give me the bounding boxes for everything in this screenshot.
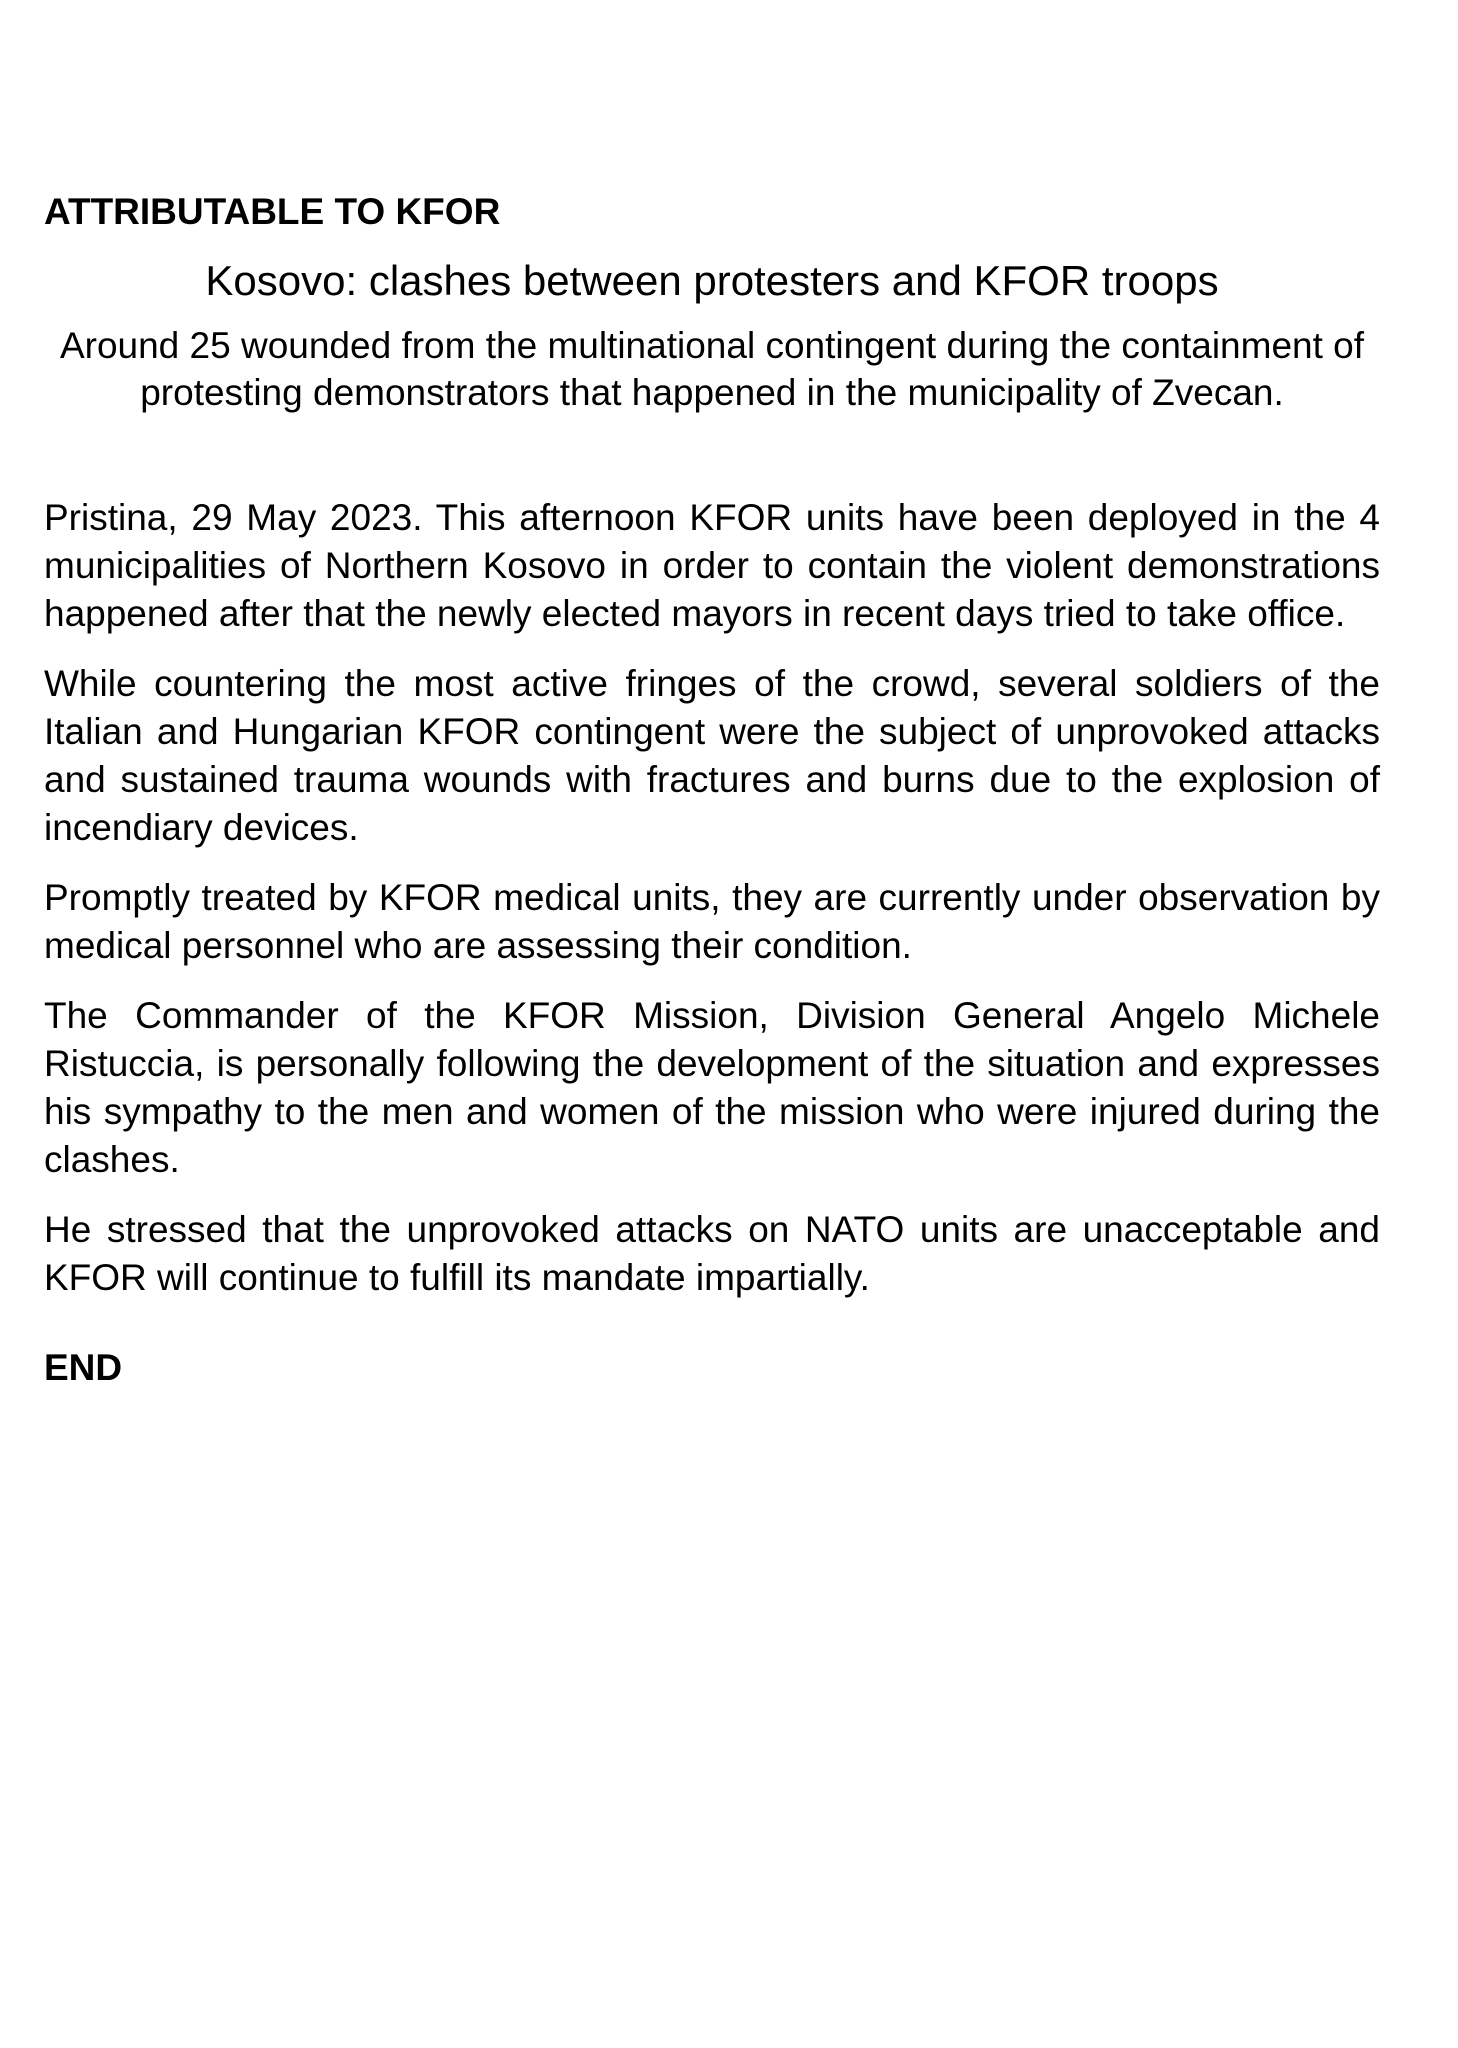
paragraph-statement: He stressed that the unprovoked attacks on NATO units are unacceptable and KFOR will continue to fulfill its mandate impartially.	[44, 1209, 1380, 1298]
paragraph-incident: While countering the most active fringes of the crowd, several soldiers of the Italian and Hungarian KFOR contingent were the subject of unprovoked attacks and sustained trauma wounds with fractures and burns due to the explosion of incendiary devices.	[44, 663, 1380, 848]
press-release	[44, 190, 1380, 1390]
body-text	[44, 494, 1380, 1302]
end-marker: END	[44, 1347, 123, 1388]
subheadline: Around 25 wounded from the multinational contingent during the containment of protesting demonstrators that happened in the municipality of Zvecan.	[59, 325, 1365, 413]
attribution-label: ATTRIBUTABLE TO KFOR	[44, 191, 501, 232]
paragraph-commander: The Commander of the KFOR Mission, Division General Angelo Michele Ristuccia, is personally following the development of the situation and expresses his sympathy to the men and women of the mission who were injured during the clashes.	[44, 995, 1380, 1180]
headline: Kosovo: clashes between protesters and KFOR troops	[205, 257, 1219, 304]
paragraph-dateline: Pristina, 29 May 2023. This afternoon KFOR units have been deployed in the 4 municipalities of Northern Kosovo in order to contain the violent demonstrations happened after that the newly elected mayors in recent days tried to take office.	[44, 497, 1380, 634]
paragraph-treatment: Promptly treated by KFOR medical units, they are currently under observation by medical personnel who are assessing their condition.	[44, 877, 1380, 966]
